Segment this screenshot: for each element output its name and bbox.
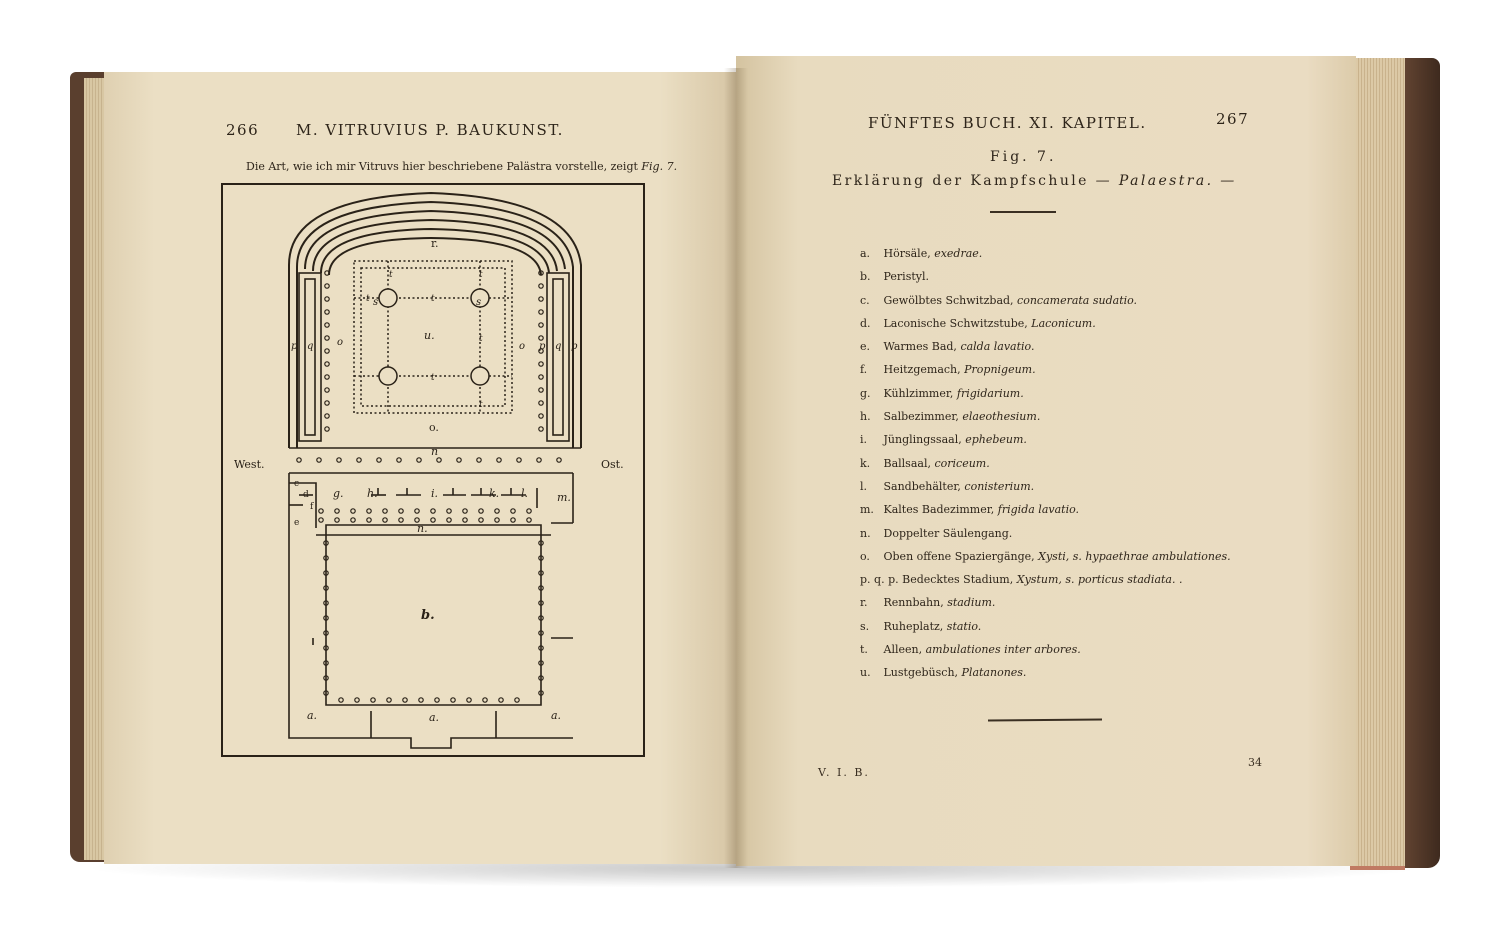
column-dot: [325, 388, 329, 392]
legend-german: Alleen,: [883, 643, 923, 657]
column-dot: [325, 284, 329, 288]
legend-item: [860, 620, 1280, 643]
column-dot: [539, 336, 543, 340]
legend-german: Rennbahn,: [883, 596, 944, 610]
column-dot: [495, 509, 499, 513]
label-g: g.: [333, 487, 344, 500]
legend-german: Lustgebüsch,: [883, 666, 959, 680]
plan-labels: [234, 237, 624, 724]
label-f: f: [310, 502, 314, 512]
column-dot: [463, 518, 467, 522]
column-dot: [451, 698, 455, 702]
left-running-head: M. VITRUVIUS P. BAUKUNST.: [296, 121, 564, 139]
column-dot: [317, 458, 321, 462]
column-dot: [447, 509, 451, 513]
column-dot: [325, 297, 329, 301]
column-dot: [539, 414, 543, 418]
book-gutter: [724, 68, 748, 868]
legend-letter: i.: [860, 433, 868, 447]
column-dot: [325, 336, 329, 340]
label-a-right: a.: [551, 709, 562, 722]
legend-title: [832, 173, 1237, 189]
legend-letter: p. q. p.: [860, 573, 899, 587]
label-h: h.: [367, 487, 378, 500]
legend-item: [860, 294, 1280, 317]
legend-letter: d.: [860, 316, 871, 330]
column-dot: [367, 518, 371, 522]
legend-latin: Xysti, s. hypaethrae ambulationes.: [1038, 549, 1231, 563]
figure-label: Fig. 7.: [990, 149, 1057, 165]
column-dot: [415, 509, 419, 513]
legend-letter: c.: [860, 293, 870, 307]
palaestra-plan: [221, 183, 646, 759]
left-page-number: 266: [226, 121, 260, 139]
column-dot: [557, 458, 561, 462]
right-page-number: 267: [1216, 110, 1250, 128]
legend-german: Laconische Schwitzstube,: [883, 316, 1028, 330]
legend-latin: Platanones.: [961, 666, 1027, 680]
legend-german: Warmes Bad,: [883, 340, 957, 354]
legend-item: [860, 340, 1280, 363]
legend-german: Doppelter Säulengang.: [883, 526, 1013, 540]
label-p-left: p: [291, 341, 298, 352]
legend-letter: a.: [860, 247, 871, 260]
column-dot: [539, 388, 543, 392]
label-p-right-inner: p: [539, 341, 546, 352]
legend-letter: s.: [860, 619, 870, 633]
column-dot: [325, 375, 329, 379]
column-dot: [325, 323, 329, 327]
label-s-2: s: [476, 297, 482, 308]
label-r: r.: [431, 237, 439, 250]
label-c: c: [294, 479, 300, 489]
label-o-left: o: [337, 337, 344, 348]
column-dot: [511, 509, 515, 513]
legend-latin: conisterium.: [964, 479, 1035, 493]
right-running-head: FÜNFTES BUCH. XI. KAPITEL.: [868, 114, 1147, 132]
legend-letter: f.: [860, 363, 868, 377]
column-dot: [399, 518, 403, 522]
column-dot: [517, 458, 521, 462]
legend-latin: ambulationes inter arbores.: [925, 643, 1081, 657]
legend-latin: frigidarium.: [956, 386, 1024, 400]
legend-german: Kaltes Badezimmer,: [883, 503, 995, 517]
column-dot: [367, 509, 371, 513]
legend-latin: calda lavatio.: [960, 340, 1035, 354]
label-u: u.: [424, 329, 435, 342]
label-q-left: q: [307, 341, 314, 352]
legend-latin: Propnigeum.: [964, 363, 1036, 377]
signature-mark: V. I. B.: [818, 766, 870, 779]
column-dot: [351, 509, 355, 513]
column-dot: [297, 458, 301, 462]
legend-item: [860, 387, 1280, 410]
right-page-edges: [1350, 58, 1405, 870]
legend-item: [860, 573, 1280, 596]
legend-german: Heitzgemach,: [883, 363, 961, 377]
label-i: i.: [431, 487, 439, 500]
legend-item: [860, 457, 1280, 480]
legend-title-latin: — Palaestra. —: [1095, 173, 1237, 189]
legend-latin: exedrae.: [934, 247, 983, 260]
legend-letter: r.: [860, 596, 868, 610]
column-dot: [377, 458, 381, 462]
column-dot: [479, 509, 483, 513]
column-dot: [499, 698, 503, 702]
label-t-6: t: [431, 373, 435, 383]
column-dot: [539, 284, 543, 288]
column-dot: [511, 518, 515, 522]
legend-item: [860, 480, 1280, 503]
intro-sentence: Die Art, wie ich mir Vitruvs hier beschriebene Palästra vorstelle, zeigt: [246, 160, 638, 173]
legend-german: Sandbehälter,: [883, 479, 961, 493]
label-n-lower: n.: [417, 522, 428, 535]
column-dot: [325, 310, 329, 314]
column-dot: [335, 518, 339, 522]
column-dot: [539, 375, 543, 379]
label-p-right: p: [571, 341, 578, 352]
column-dot: [335, 509, 339, 513]
legend-item: [860, 363, 1280, 386]
column-dot: [325, 427, 329, 431]
label-o-right: o: [519, 341, 526, 352]
label-o-lower: o.: [429, 421, 439, 434]
legend-item: [860, 317, 1280, 340]
legend-item: [860, 666, 1280, 689]
label-s-1: s: [373, 297, 379, 308]
column-dot: [397, 458, 401, 462]
legend-item: [860, 643, 1280, 666]
legend-letter: l.: [860, 479, 868, 493]
legend-german: Ballsaal,: [883, 456, 931, 470]
column-dot: [419, 698, 423, 702]
legend-latin: coriceum.: [934, 456, 990, 470]
legend-item: [860, 247, 1280, 270]
column-dot: [539, 427, 543, 431]
legend-item: [860, 503, 1280, 526]
legend-german: Kühlzimmer,: [883, 386, 954, 400]
column-dot: [399, 509, 403, 513]
legend-german: Jünglingssaal,: [883, 433, 962, 447]
title-rule: [990, 211, 1056, 213]
column-dot: [371, 698, 375, 702]
intro-text: [246, 160, 677, 173]
label-t-5: t: [479, 334, 483, 344]
legend-german: Bedecktes Stadium,: [902, 573, 1014, 587]
column-dot: [357, 458, 361, 462]
column-dot: [319, 518, 323, 522]
label-t-1: t: [366, 294, 370, 304]
column-dot: [325, 401, 329, 405]
legend-german: Salbezimmer,: [883, 410, 959, 424]
legend-item: [860, 433, 1280, 456]
column-dot: [495, 518, 499, 522]
legend-letter: u.: [860, 666, 871, 680]
legend-letter: b.: [860, 270, 871, 284]
column-dot: [417, 458, 421, 462]
label-d: d: [303, 490, 309, 500]
column-dot: [479, 518, 483, 522]
legend-letter: o.: [860, 549, 870, 563]
legend-german: Peristyl.: [883, 270, 929, 284]
label-e: e: [294, 518, 300, 528]
legend-item: [860, 270, 1280, 293]
column-dot: [539, 297, 543, 301]
column-dot: [337, 458, 341, 462]
legend-title-german: Erklärung der Kampfschule: [832, 173, 1089, 189]
label-b: b.: [421, 608, 435, 623]
label-n-top: n: [431, 445, 439, 458]
label-west: West.: [234, 458, 265, 471]
column-dot: [537, 458, 541, 462]
column-dot: [463, 509, 467, 513]
column-dot: [527, 509, 531, 513]
column-dot: [527, 518, 531, 522]
legend-letter: m.: [860, 503, 874, 517]
label-a-center: a.: [429, 711, 440, 724]
column-dot: [355, 698, 359, 702]
intro-fig-ref: Fig. 7.: [641, 160, 678, 173]
legend-letter: g.: [860, 386, 871, 400]
legend-latin: Laconicum.: [1031, 316, 1096, 330]
column-dot: [483, 698, 487, 702]
label-l: l.: [521, 487, 529, 500]
column-dot: [447, 518, 451, 522]
label-t-4: t: [479, 270, 483, 280]
legend-item: [860, 410, 1280, 433]
column-dot: [351, 518, 355, 522]
column-dot: [539, 323, 543, 327]
legend-latin: concamerata sudatio.: [1017, 293, 1138, 307]
column-dot: [403, 698, 407, 702]
column-dot: [435, 698, 439, 702]
label-t-7: t: [479, 400, 483, 410]
label-t-2: t: [431, 294, 435, 304]
column-dot: [325, 362, 329, 366]
column-dot: [383, 509, 387, 513]
legend-letter: e.: [860, 340, 871, 354]
column-dot: [539, 401, 543, 405]
legend-german: Hörsäle,: [883, 247, 931, 260]
column-dot: [467, 698, 471, 702]
legend-latin: frigida lavatio.: [997, 503, 1080, 517]
legend-letter: h.: [860, 410, 871, 424]
legend-item: [860, 596, 1280, 619]
legend-item: [860, 550, 1280, 573]
label-a-left: a.: [307, 709, 318, 722]
label-q-right: q: [555, 341, 562, 352]
column-dot: [319, 509, 323, 513]
column-dot: [431, 509, 435, 513]
column-dot: [339, 698, 343, 702]
column-dot: [539, 362, 543, 366]
column-dot: [457, 458, 461, 462]
column-dot: [431, 518, 435, 522]
legend-latin: elaeothesium.: [962, 410, 1041, 424]
legend-latin: stadium.: [947, 596, 996, 610]
legend-latin: statio.: [946, 619, 982, 633]
column-dot: [539, 310, 543, 314]
legend-german: Oben offene Spaziergänge,: [883, 549, 1035, 563]
legend-german: Gewölbtes Schwitzbad,: [883, 293, 1014, 307]
column-dot: [387, 698, 391, 702]
legend-german: Ruheplatz,: [883, 619, 944, 633]
column-dot: [515, 698, 519, 702]
legend-latin: ephebeum.: [965, 433, 1027, 447]
legend-letter: t.: [860, 643, 868, 657]
label-m: m.: [557, 491, 571, 504]
label-ost: Ost.: [601, 458, 624, 471]
column-dot: [497, 458, 501, 462]
legend-letter: n.: [860, 526, 871, 540]
column-dot: [437, 458, 441, 462]
column-dot: [477, 458, 481, 462]
column-dot: [325, 349, 329, 353]
legend-latin: Xystum, s. porticus stadiata. .: [1016, 573, 1183, 587]
column-dot: [325, 414, 329, 418]
sheet-number: 34: [1248, 756, 1262, 769]
label-t-3: t: [389, 270, 393, 280]
legend-item: [860, 527, 1280, 550]
label-k: k.: [489, 487, 500, 500]
arched-stadium: [289, 193, 581, 448]
legend-letter: k.: [860, 456, 871, 470]
legend-list: [860, 247, 1280, 690]
column-dot: [383, 518, 387, 522]
